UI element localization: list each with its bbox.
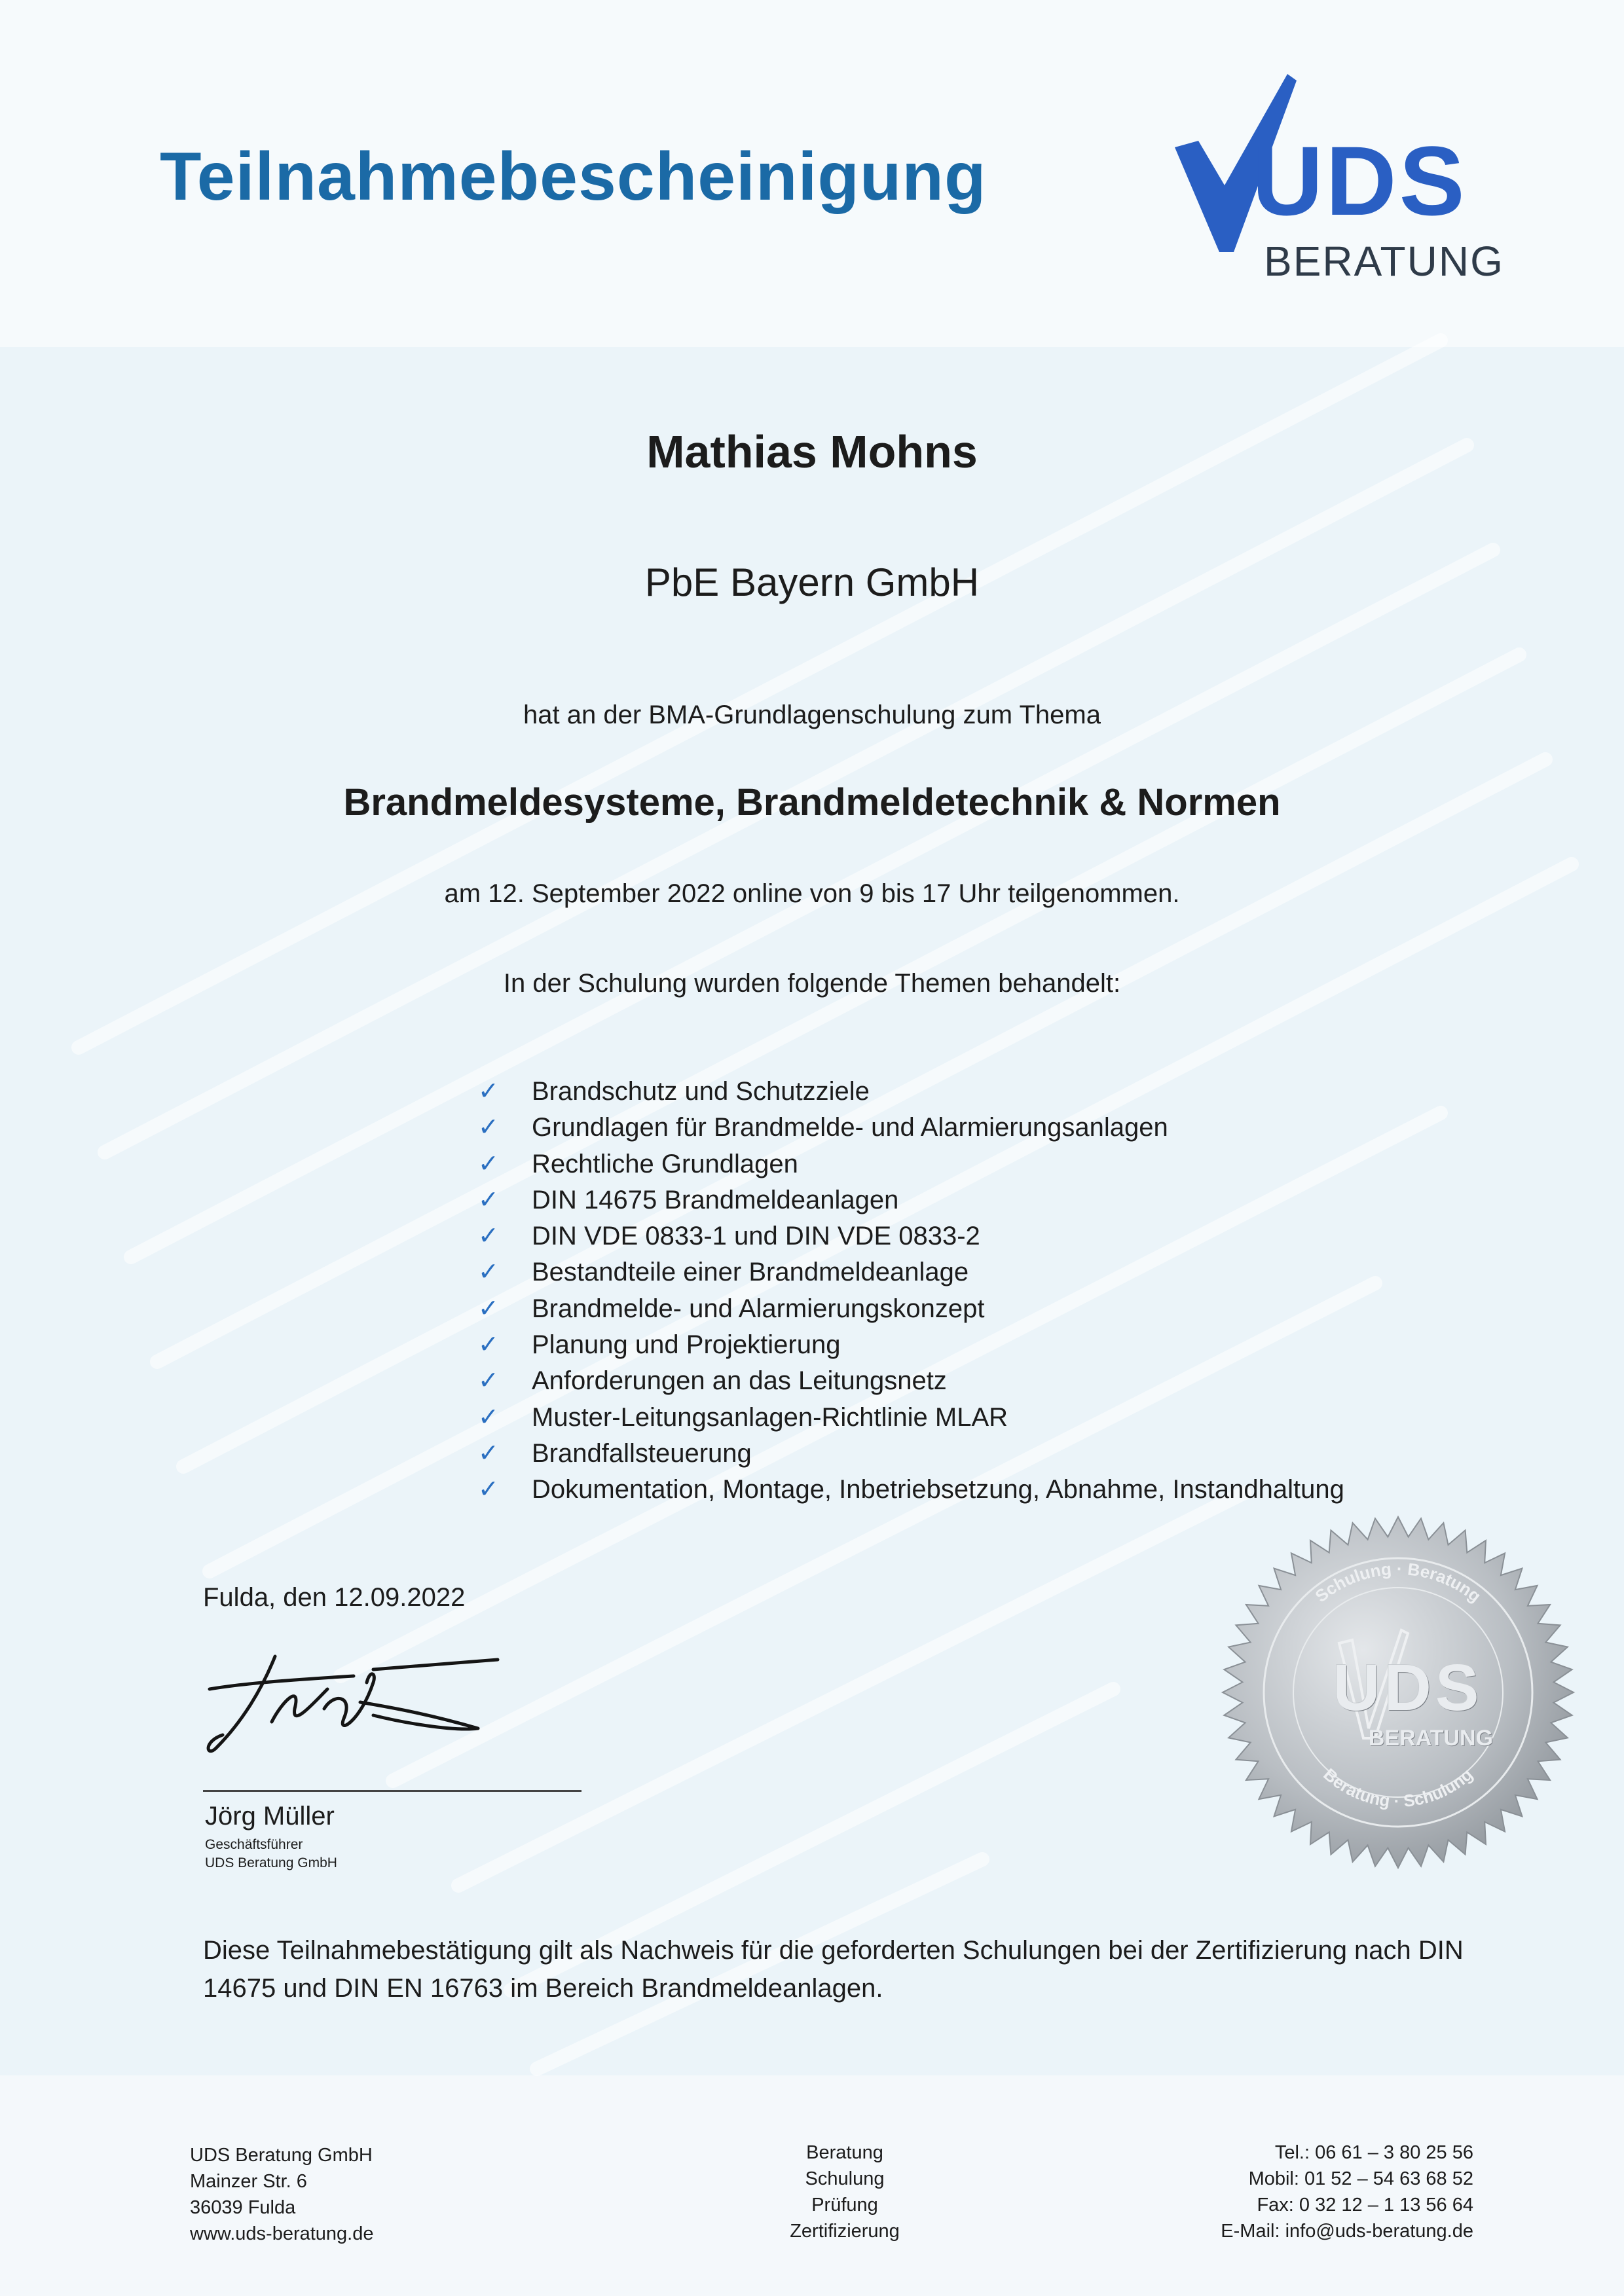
footer-email: E-Mail: info@uds-beratung.de [1221, 2221, 1473, 2242]
list-item [478, 1327, 1344, 1363]
check-icon: ✓ [478, 1294, 499, 1322]
footer-street: Mainzer Str. 6 [190, 2171, 307, 2192]
check-icon: ✓ [478, 1222, 499, 1250]
uds-logo [1166, 69, 1506, 291]
logo-subline: BERATUNG [1264, 238, 1504, 285]
topic-label: Brandschutz und Schutzziele [532, 1077, 870, 1106]
topic-label: Muster-Leitungsanlagen-Richtlinie MLAR [532, 1402, 1008, 1432]
list-item [478, 1400, 1344, 1436]
seal-subline: BERATUNG [1368, 1726, 1494, 1751]
check-icon: ✓ [478, 1258, 499, 1286]
topic-label: Grundlagen für Brandmelde- und Alarmierungsanlagen [532, 1113, 1168, 1142]
svg-text:Beratung · Schulung [1320, 1764, 1476, 1811]
topic-label: Rechtliche Grundlagen [532, 1149, 798, 1178]
seal-ring-bottom: Beratung · Schulung [1320, 1764, 1477, 1811]
list-item [478, 1182, 1344, 1218]
signature-image [203, 1643, 517, 1768]
footer-service: Beratung [806, 2142, 883, 2163]
signer-org: UDS Beratung GmbH [205, 1855, 337, 1870]
svg-text:Schulung · Beratung [1312, 1559, 1485, 1606]
footer-contact [1221, 2140, 1473, 2244]
footer-services [714, 2140, 976, 2244]
topic-label: Dokumentation, Montage, Inbetriebsetzung, Abnahme, Instandhaltung [532, 1475, 1344, 1504]
topic-label: Anforderungen an das Leitungsnetz [532, 1366, 947, 1396]
footer-address [190, 2142, 374, 2247]
footer-mobile: Mobil: 01 52 – 54 63 68 52 [1248, 2168, 1473, 2189]
footer-fax: Fax: 0 32 12 – 1 13 56 64 [1257, 2195, 1473, 2215]
check-icon: ✓ [478, 1186, 499, 1214]
topic-label: DIN VDE 0833-1 und DIN VDE 0833-2 [532, 1222, 980, 1251]
course-topic: Brandmeldesysteme, Brandmeldetechnik & Normen [343, 781, 1281, 824]
topic-label: DIN 14675 Brandmeldeanlagen [532, 1185, 899, 1214]
topic-label: Brandmelde- und Alarmierungskonzept [532, 1294, 985, 1323]
course-intro: hat an der BMA-Grundlagenschulung zum Thema [523, 701, 1101, 729]
footer-service: Zertifizierung [790, 2221, 900, 2242]
footer-city: 36039 Fulda [190, 2197, 296, 2218]
seal-brand: UDS [1333, 1651, 1483, 1724]
footer-service: Prüfung [811, 2195, 878, 2215]
check-icon: ✓ [478, 1114, 499, 1142]
place-date: Fulda, den 12.09.2022 [203, 1583, 466, 1612]
list-item [478, 1074, 1344, 1110]
footer-company: UDS Beratung GmbH [190, 2145, 373, 2166]
topic-list [478, 1074, 1344, 1508]
participant-company: PbE Bayern GmbH [644, 560, 980, 604]
topic-label: Planung und Projektierung [532, 1330, 841, 1360]
signer-name: Jörg Müller [205, 1802, 335, 1831]
signature-line [203, 1790, 581, 1792]
footer-phone: Tel.: 06 61 – 3 80 25 56 [1274, 2142, 1473, 2163]
list-item [478, 1291, 1344, 1327]
list-item [478, 1110, 1344, 1146]
topic-label: Bestandteile einer Brandmeldeanlage [532, 1258, 969, 1287]
list-item [478, 1218, 1344, 1254]
check-icon: ✓ [478, 1403, 499, 1431]
signer-role: Geschäftsführer [205, 1837, 303, 1852]
embossed-seal [1218, 1512, 1578, 1872]
list-item [478, 1436, 1344, 1472]
course-date: am 12. September 2022 online von 9 bis 17 Uhr teilgenommen. [444, 879, 1180, 908]
check-icon: ✓ [478, 1439, 499, 1467]
themes-intro: In der Schulung wurden folgende Themen behandelt: [503, 969, 1121, 998]
seal-ring-text [1218, 1512, 1578, 1872]
list-item [478, 1146, 1344, 1182]
list-item [478, 1472, 1344, 1508]
check-icon: ✓ [478, 1150, 499, 1178]
check-icon: ✓ [478, 1331, 499, 1359]
certification-statement: Diese Teilnahmebestätigung gilt als Nachweis für die geforderten Schulungen bei der Zertifizierung nach DIN 14675 und DIN EN 16763 im Bereich Brandmeldeanlagen. [203, 1936, 1464, 2003]
check-icon: ✓ [478, 1078, 499, 1105]
topic-label: Brandfallsteuerung [532, 1438, 752, 1468]
check-icon: ✓ [478, 1367, 499, 1395]
list-item [478, 1254, 1344, 1290]
seal-ring-top: Schulung · Beratung [1311, 1558, 1485, 1607]
footer-service: Schulung [805, 2168, 885, 2189]
list-item [478, 1363, 1344, 1399]
logo-brand: UDS [1252, 126, 1467, 236]
participant-name: Mathias Mohns [646, 426, 978, 477]
footer-website: www.uds-beratung.de [190, 2223, 374, 2244]
check-icon: ✓ [478, 1476, 499, 1504]
page-title: Teilnahmebescheinigung [160, 139, 987, 215]
